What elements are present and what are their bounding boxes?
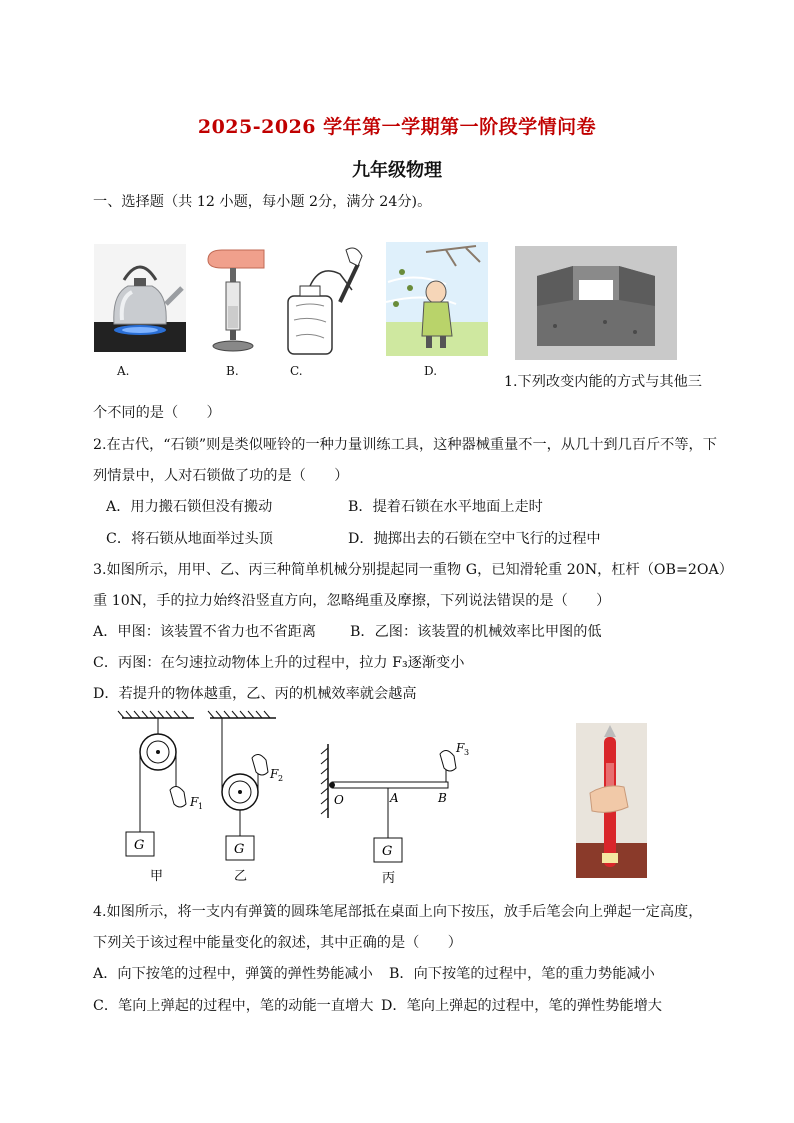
- force-f3-sub: 3: [464, 748, 470, 757]
- q4-option-d: D．笔向上弹起的过程中，笔的弹性势能增大: [381, 998, 662, 1014]
- movable-pulley-yi: [208, 711, 283, 884]
- option-a-label: A.: [117, 364, 130, 378]
- force-f2-label: F: [270, 767, 279, 781]
- weight-label-bing: G: [382, 844, 393, 859]
- q2-option-c: C．将石锁从地面举过头顶: [106, 531, 273, 547]
- force-f1-label: F: [190, 795, 199, 809]
- q2-stem-line1: 2.在古代，“石锁”则是类似哑铃的一种力量训练工具，这种器械重量不一，从几十到几百斤不等，下: [93, 437, 717, 453]
- label-jia: 甲: [150, 869, 164, 884]
- q3-option-b: B．乙图：该装置的机械效率比甲图的低: [350, 624, 602, 640]
- stone-lock-image: [515, 246, 677, 360]
- option-c-label: C.: [290, 364, 303, 378]
- force-f2-sub: 2: [278, 774, 284, 783]
- weight-label-yi: G: [234, 842, 245, 857]
- q4-option-a: A．向下按笔的过程中，弹簧的弹性势能减小: [93, 966, 373, 982]
- q3-option-d: D．若提升的物体越重，乙、丙的机械效率就会越高: [93, 686, 417, 702]
- q4-stem-line1: 4.如图所示，将一支内有弹簧的圆珠笔尾部抵在桌面上向下按压，放手后笔会向上弹起一定高度，: [93, 904, 703, 920]
- q2-option-d: D．抛掷出去的石锁在空中飞行的过程中: [348, 531, 601, 547]
- q3-option-a: A．甲图：该装置不省力也不省距离: [93, 624, 317, 640]
- force-f1-sub: 1: [198, 802, 204, 811]
- q2-stem-line2: 列情景中，人对石锁做了功的是（ ）: [93, 468, 349, 484]
- page-subtitle: 九年级物理: [352, 160, 442, 181]
- fixed-pulley-jia: [118, 711, 203, 884]
- force-f3-label: F: [456, 741, 465, 755]
- q4-option-c: C．笔向上弹起的过程中，笔的动能一直增大: [93, 998, 374, 1014]
- q2-option-a: A．用力搬石锁但没有搬动: [106, 499, 273, 515]
- q4-option-b: B．向下按笔的过程中，笔的重力势能减小: [389, 966, 655, 982]
- cold-wind-person-image: [386, 242, 488, 356]
- q1-stem-part1: 1.下列改变内能的方式与其他三: [504, 374, 702, 390]
- bottle-pump-image: [280, 244, 370, 356]
- weight-label-jia: G: [134, 838, 145, 853]
- point-a-label: A: [390, 791, 399, 805]
- page-title: 2025-2026 学年第一学期第一阶段学情问卷: [197, 116, 597, 138]
- q1-stem-part2: 个不同的是（ ）: [93, 405, 221, 421]
- air-compression-tube-image: [204, 246, 268, 356]
- option-d-label: D.: [424, 364, 438, 378]
- section-heading: 一、选择题（共 12 小题，每小题 2分，满分 24分)。: [93, 194, 432, 210]
- pen-on-table-image: [576, 723, 647, 878]
- q3-option-c: C．丙图：在匀速拉动物体上升的过程中，拉力 F₃逐渐变小: [93, 655, 465, 671]
- q2-option-b: B．提着石锁在水平地面上走时: [348, 499, 543, 515]
- label-bing: 丙: [382, 871, 396, 886]
- q4-stem-line2: 下列关于该过程中能量变化的叙述，其中正确的是（ ）: [93, 935, 462, 951]
- kettle-on-stove-image: [94, 244, 186, 352]
- label-yi: 乙: [234, 869, 248, 884]
- q3-stem-line2: 重 10N，手的拉力始终沿竖直方向，忽略绳重及摩擦，下列说法错误的是（ ）: [93, 593, 611, 609]
- point-o-label: O: [334, 793, 344, 807]
- q3-stem-line1: 3.如图所示，用甲、乙、丙三种简单机械分别提起同一重物 G，已知滑轮重 20N，杠杆（OB=2OA）: [93, 562, 733, 578]
- option-b-label: B.: [226, 364, 239, 378]
- pulley-lever-diagram: [110, 708, 470, 888]
- lever-bing: [321, 741, 469, 886]
- point-b-label: B: [438, 791, 447, 805]
